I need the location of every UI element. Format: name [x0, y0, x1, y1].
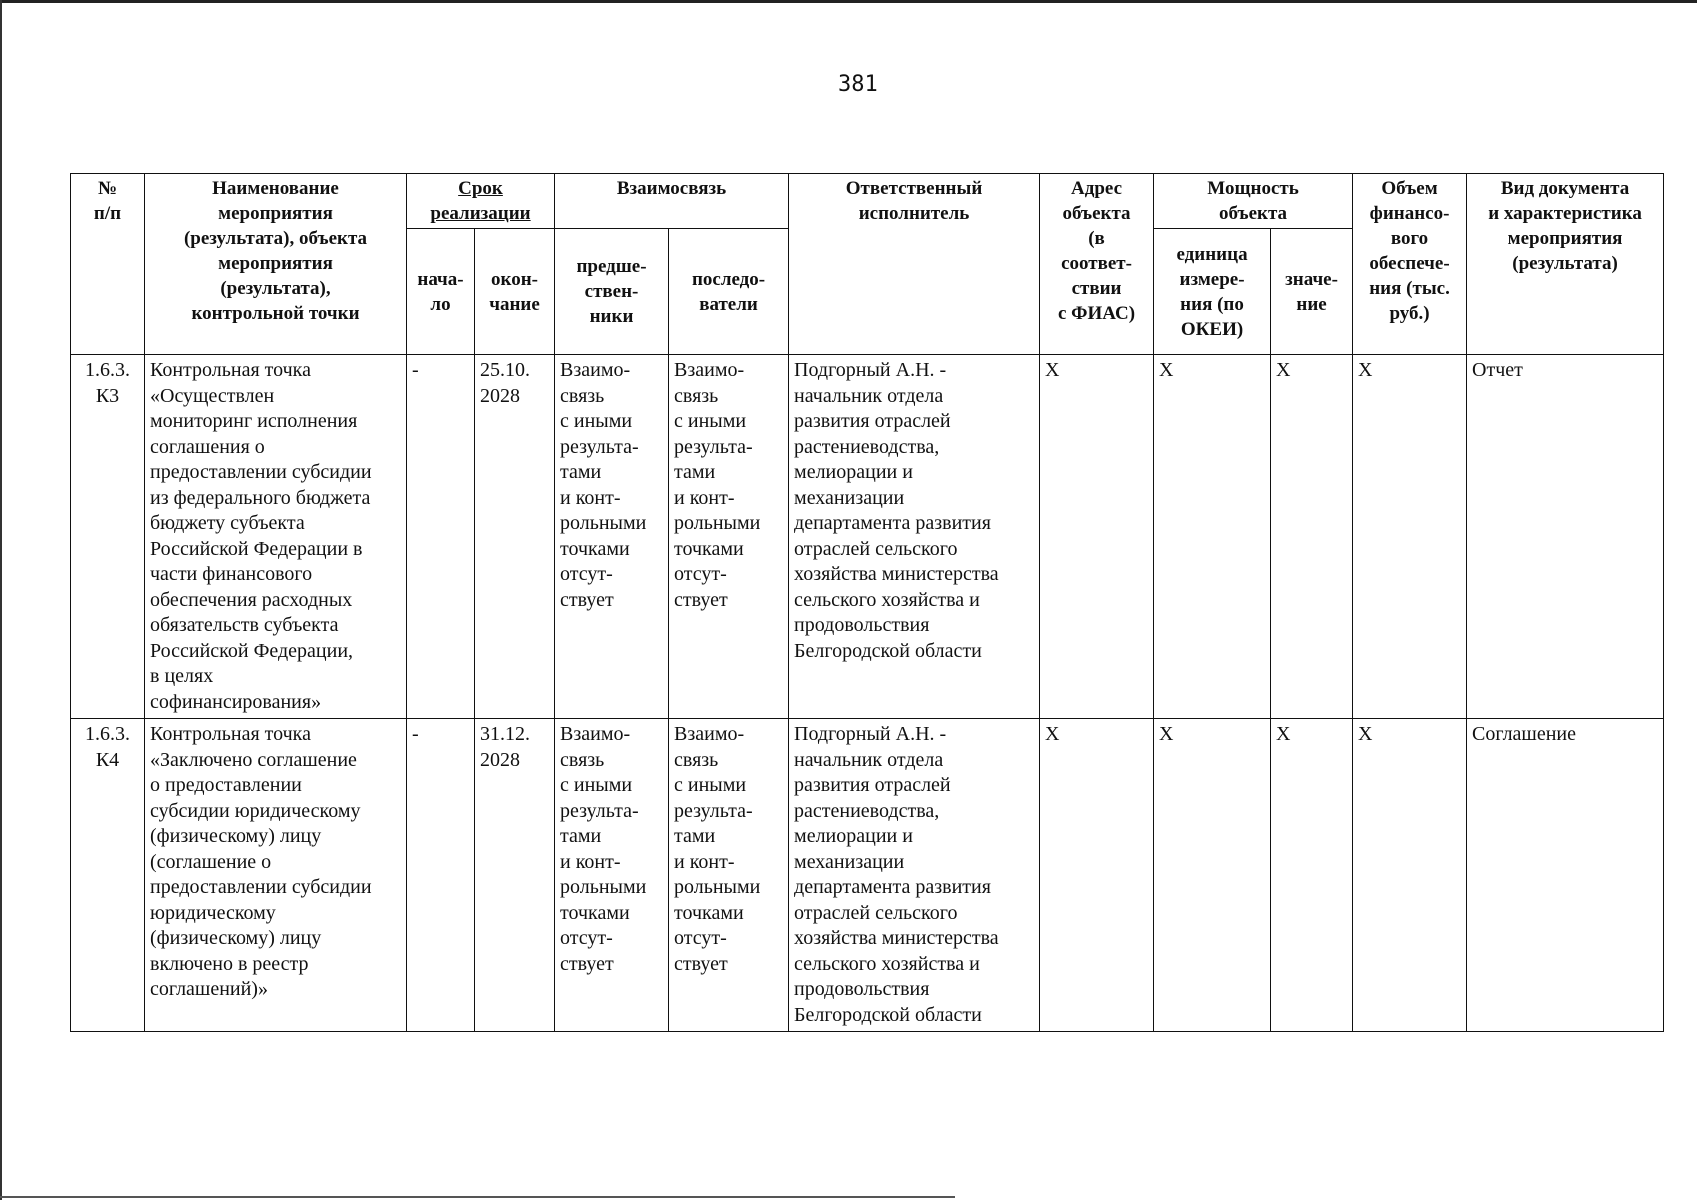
row-unit: X	[1154, 719, 1271, 1032]
header-link-succ: последо- ватели	[669, 229, 789, 355]
header-doc: Вид документа и характеристика мероприятия (результата)	[1467, 174, 1664, 355]
header-term-end: окон- чание	[475, 229, 555, 355]
row-pred: Взаимо- связь с иными результа- тами и конт- рольными точками отсут- ствует	[555, 719, 669, 1032]
row-num: 1.6.3. К3	[71, 355, 145, 719]
table-row	[71, 719, 1664, 1032]
row-value: X	[1271, 719, 1353, 1032]
row-value: X	[1271, 355, 1353, 719]
row-end: 25.10. 2028	[475, 355, 555, 719]
header-term-start: нача- ло	[407, 229, 475, 355]
scan-top-edge	[0, 0, 1697, 3]
header-link: Взаимосвязь	[555, 174, 789, 229]
row-name: Контрольная точка «Заключено соглашение о предоставлении субсидии юридическому (физическому) лицу (соглашение о предоставлении субсидии юридическому (физическому) лицу включено в реестр соглашений)»	[145, 719, 407, 1032]
row-unit: X	[1154, 355, 1271, 719]
scan-left-edge	[0, 0, 2, 1200]
row-finance: X	[1353, 719, 1467, 1032]
header-num: № п/п	[71, 174, 145, 355]
header-cap-unit: единица измере- ния (по ОКЕИ)	[1154, 229, 1271, 355]
header-responsible: Ответственный исполнитель	[789, 174, 1040, 355]
row-succ: Взаимо- связь с иными результа- тами и конт- рольными точками отсут- ствует	[669, 355, 789, 719]
header-address: Адрес объекта (в соответ- ствии с ФИАС)	[1040, 174, 1154, 355]
row-end: 31.12. 2028	[475, 719, 555, 1032]
header-row-top	[71, 174, 1664, 229]
row-finance: X	[1353, 355, 1467, 719]
header-cap-value: значе- ние	[1271, 229, 1353, 355]
row-doc: Отчет	[1467, 355, 1664, 719]
page-number: 381	[838, 72, 878, 97]
row-address: X	[1040, 355, 1154, 719]
table-row	[71, 355, 1664, 719]
plan-table	[70, 173, 1664, 1032]
row-pred: Взаимо- связь с иными результа- тами и конт- рольными точками отсут- ствует	[555, 355, 669, 719]
header-link-pred: предше- ствен- ники	[555, 229, 669, 355]
row-start: -	[407, 355, 475, 719]
header-capacity: Мощность объекта	[1154, 174, 1353, 229]
row-num: 1.6.3. К4	[71, 719, 145, 1032]
header-term	[407, 174, 555, 229]
row-succ: Взаимо- связь с иными результа- тами и конт- рольными точками отсут- ствует	[669, 719, 789, 1032]
row-responsible: Подгорный А.Н. - начальник отдела развития отраслей растениеводства, мелиорации и механизации департамента развития отраслей сельского хозяйства министерства сельского хозяйства и продовольствия Белгородской области	[789, 719, 1040, 1032]
row-name: Контрольная точка «Осуществлен мониторинг исполнения соглашения о предоставлении субсидии из федерального бюджета бюджету субъекта Российской Федерации в части финансового обеспечения расходных обязательств субъекта Российской Федерации, в целях софинансирования»	[145, 355, 407, 719]
scan-bottom-line	[0, 1196, 955, 1198]
row-address: X	[1040, 719, 1154, 1032]
header-finance: Объем финансо- вого обеспече- ния (тыс. руб.)	[1353, 174, 1467, 355]
row-responsible: Подгорный А.Н. - начальник отдела развития отраслей растениеводства, мелиорации и механизации департамента развития отраслей сельского хозяйства министерства сельского хозяйства и продовольствия Белгородской области	[789, 355, 1040, 719]
row-doc: Соглашение	[1467, 719, 1664, 1032]
header-term-label: Срок реализации	[430, 178, 531, 224]
row-start: -	[407, 719, 475, 1032]
header-name: Наименование мероприятия (результата), объекта мероприятия (результата), контрольной точки	[145, 174, 407, 355]
